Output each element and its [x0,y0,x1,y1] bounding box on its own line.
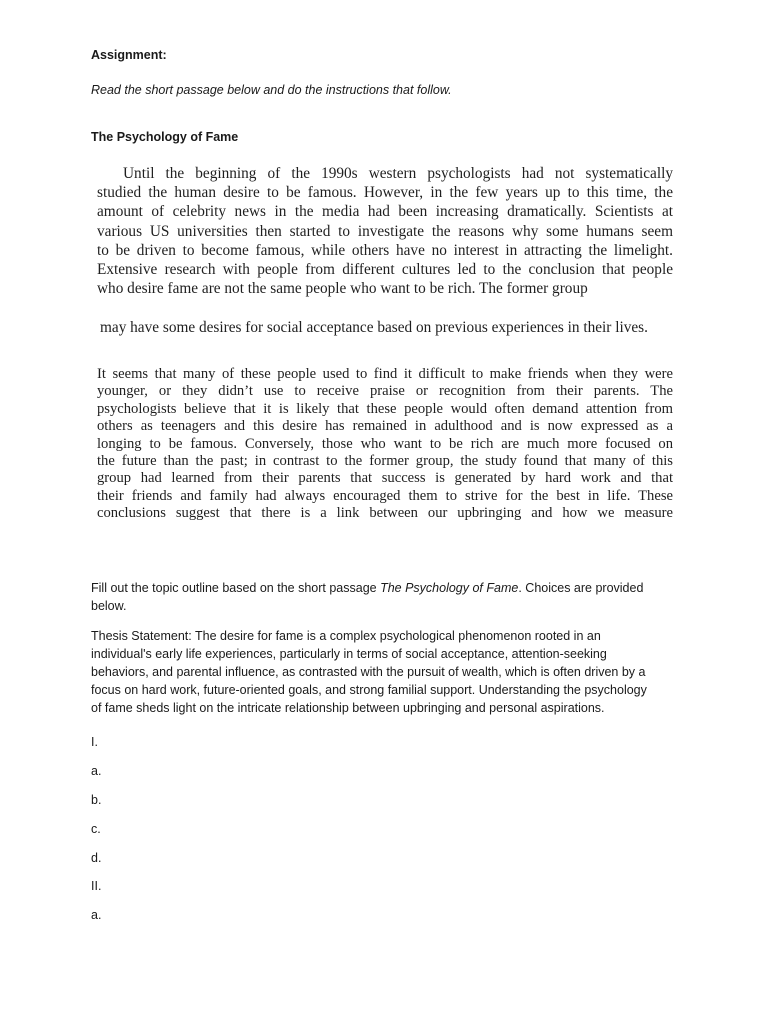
passage-title: The Psychology of Fame [91,130,239,144]
outline-item: b. [91,793,102,807]
passage-line: younger, or they didn’t use to receive praise or recognition from their parents. The [97,383,673,400]
passage-line: may have some desires for social acceptance based on previous experiences in their lives. [100,319,648,336]
outline-item: II. [91,879,102,893]
passage-line: to be driven to become famous, while others have no interest in attracting the limelight. [97,241,673,259]
passage-paragraph-2 [100,318,676,337]
task-instruction [91,579,651,615]
instruction-text: Read the short passage below and do the instructions that follow. [91,83,452,97]
passage-line: group had learned from their parents that success is generated by hard work and that [97,470,673,487]
passage-line: the future than the past; in contrast to the former group, the study found that many of this [97,453,673,470]
passage-line: various US universities then started to investigate the reasons why some humans seem [97,222,673,240]
task-passage-title: The Psychology of Fame [380,581,519,595]
outline-item: a. [91,908,102,922]
passage-line: Until the beginning of the 1990s western psychologists had not systematically [123,165,673,182]
passage-line: their friends and family had always encouraged them to strive for the best in life. These [97,487,673,504]
outline-item: a. [91,764,102,778]
passage-line: Extensive research with people from different cultures led to the conclusion that people [97,261,673,279]
task-text-before: Fill out the topic outline based on the short passage [91,581,381,595]
passage-line: who desire fame are not the same people who want to be rich. The former group [97,280,588,298]
task-text-after: . Choices are provided below. [91,581,644,613]
passage-line: amount of celebrity news in the media had been increasing dramatically. Scientists at [97,203,673,221]
outline-item: I. [91,735,98,749]
passage-line: It seems that many of these people used to find it difficult to make friends when they were [97,366,673,382]
thesis-statement: Thesis Statement: The desire for fame is a complex psychological phenomenon rooted in an individual's early life experiences, particularly in terms of social acceptance, attention-seeking behaviors, and parental influence, as contrasted with the pursuit of wealth, which is often driven by a focus on hard work, future-oriented goals, and strong familial support. Understanding the psychology of fame sheds light on the intricate relationship between upbringing and personal aspirations. [91,629,647,715]
passage-line: conclusions suggest that there is a link between our upbringing and how we measure [97,505,673,522]
passage-line: others as teenagers and this desire has remained in adulthood and is now expressed as a [97,418,673,435]
passage-line: psychologists believe that it is likely that these people would often demand attention from [97,400,673,417]
assignment-heading: Assignment: [91,48,167,62]
outline-item: c. [91,822,101,836]
passage-paragraph-1 [97,164,673,298]
passage-line: studied the human desire to be famous. However, in the few years up to this time, the [97,184,673,202]
passage-paragraph-3 [97,366,673,523]
passage-line: longing to be famous. Conversely, those who want to be rich are much more focused on [97,435,673,452]
outline-item: d. [91,851,102,865]
